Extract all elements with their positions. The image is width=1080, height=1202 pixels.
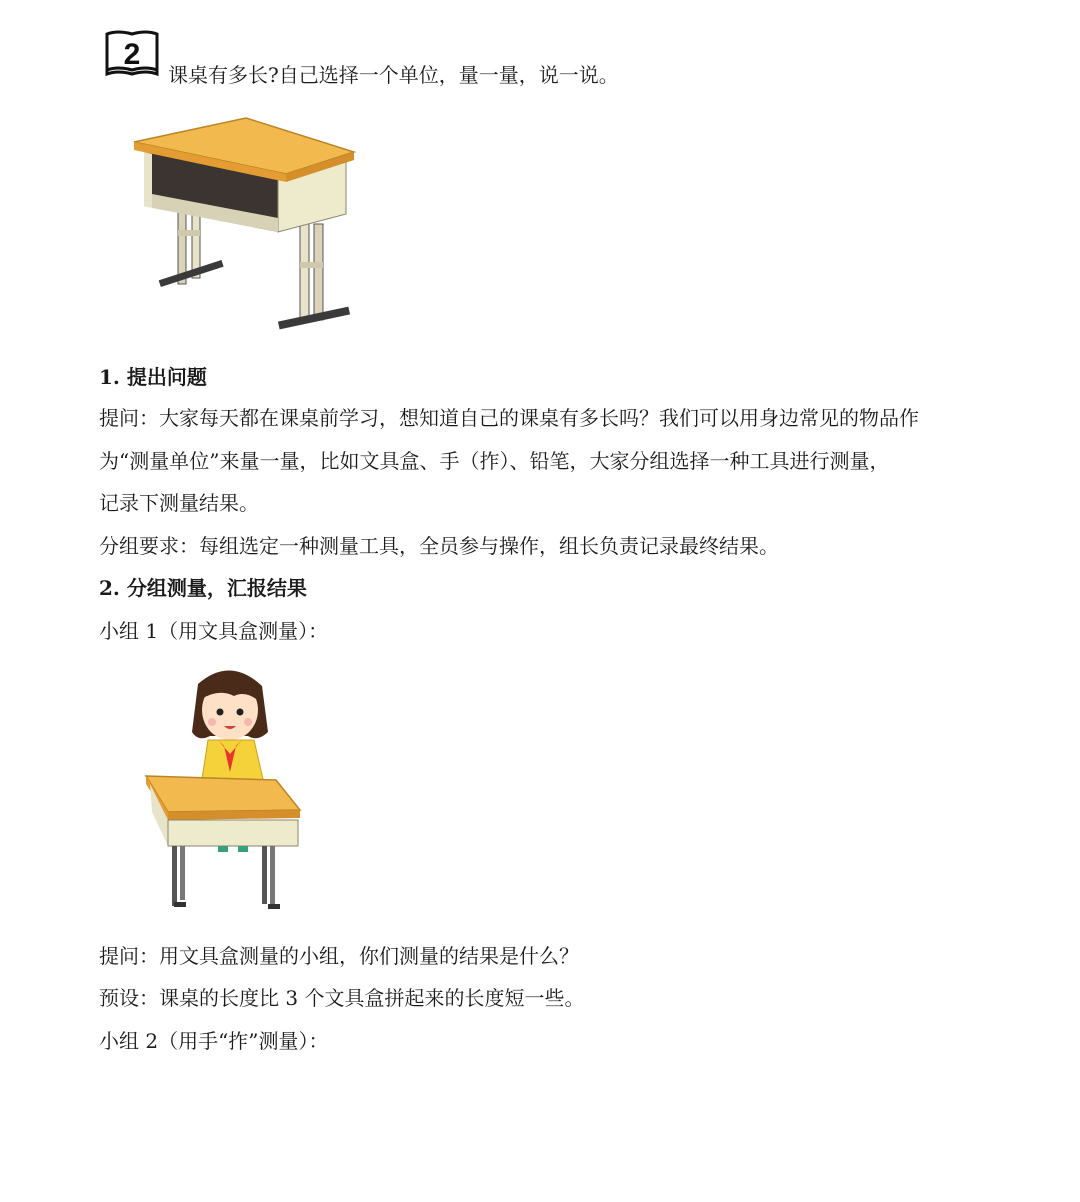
section1-heading: 1. 提出问题: [99, 365, 207, 389]
question-line-2: 为“测量单位”来量一量，比如文具盒、手（拃）、铅笔，大家分组选择一种工具进行测量，: [99, 449, 890, 473]
task-intro: 课桌有多长?自己选择一个单位，量一量，说一说。: [168, 63, 619, 87]
group1-label: 小组 1（用文具盒测量）：: [99, 619, 329, 643]
question-line-3: 记录下测量结果。: [99, 491, 259, 515]
girl-measuring-desk-illustration: [138, 662, 308, 912]
question-line-1: 提问：大家每天都在课桌前学习，想知道自己的课桌有多长吗？我们可以用身边常见的物品作: [99, 406, 919, 430]
group1-question: 提问：用文具盒测量的小组，你们测量的结果是什么？: [99, 944, 579, 968]
group1-preset: 预设：课桌的长度比 3 个文具盒拼起来的长度短一些。: [99, 986, 585, 1010]
school-desk-illustration: [128, 112, 360, 338]
group-requirement: 分组要求：每组选定一种测量工具，全员参与操作，组长负责记录最终结果。: [99, 534, 779, 558]
group2-label: 小组 2（用手“拃”测量）：: [99, 1029, 329, 1053]
book-number-icon: [104, 28, 160, 78]
section2-heading: 2. 分组测量，汇报结果: [99, 576, 307, 600]
task-number: 2: [123, 38, 141, 71]
